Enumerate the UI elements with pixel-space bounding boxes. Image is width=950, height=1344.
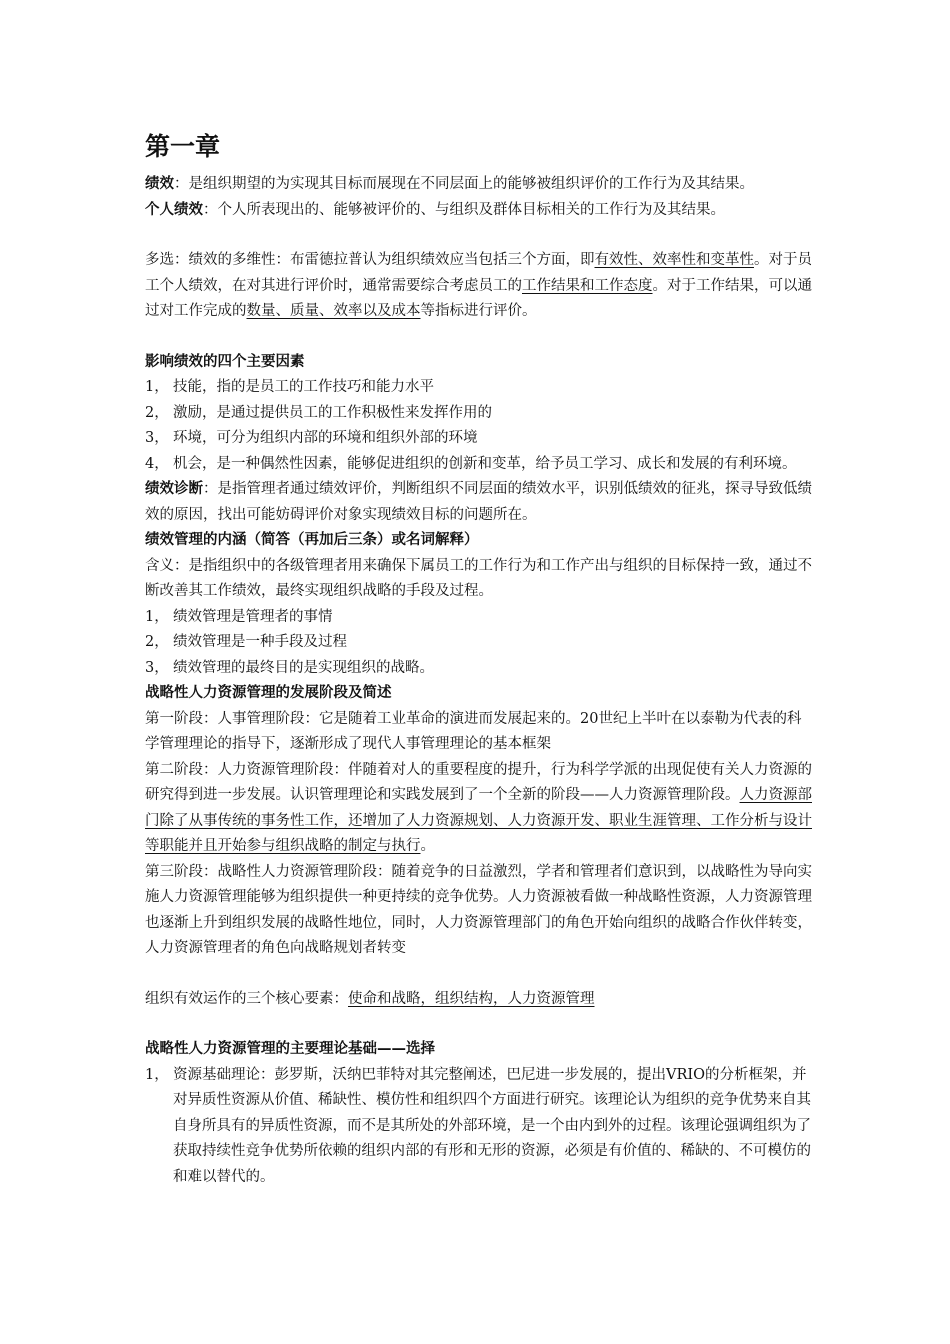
- definition-text: 个人所表现出的、能够被评价的、与组织及群体目标相关的工作行为及其结果。: [217, 201, 725, 218]
- spacer: [145, 325, 813, 350]
- list-number: 2，: [145, 634, 169, 650]
- underlined-key-point: 使命和战略，组织结构，人力资源管理: [348, 990, 595, 1007]
- stage-two: [145, 758, 813, 860]
- list-item: [145, 426, 813, 452]
- term-colon: ：: [203, 201, 218, 218]
- list-text: 绩效管理的最终目的是实现组织的战略。: [173, 659, 434, 676]
- list-text: 资源基础理论：彭罗斯，沃纳巴菲特对其完整阐述，巴尼进一步发展的，提出VRIO的分析框架，并对异质性资源从价值、稀缺性、模仿性和组织四个方面进行研究。该理论认为组织的竞争优势来自其自身所具有的异质性资源，而不是其所处的外部环境，是一个由内到外的过程。该理论强调组织为了获取持续性竞争优势所依赖的组织内部的有形和无形的资源，必须是有价值的、稀缺的、不可模仿的和难以替代的。: [173, 1066, 811, 1185]
- list-item: [145, 452, 813, 478]
- underlined-key-point: 有效性、效率性和变革性: [594, 252, 754, 268]
- definition-performance: [145, 172, 813, 198]
- list-item: [145, 401, 813, 427]
- term-colon: ：: [203, 481, 218, 497]
- spacer: [145, 962, 813, 987]
- list-item: [145, 375, 813, 401]
- list-number: 3，: [145, 430, 169, 446]
- text-run: 。: [420, 838, 435, 854]
- document-page: [145, 130, 813, 1190]
- stages-title: 战略性人力资源管理的发展阶段及简述: [145, 685, 392, 701]
- stage-three: 第三阶段：战略性人力资源管理阶段：随着竞争的日益激烈，学者和管理者们意识到，以战略性为导向实施人力资源管理能够为组织提供一种更持续的竞争优势。人力资源被看做一种战略性资源，人力资源管理也逐渐上升到组织发展的战略性地位，同时，人力资源管理部门的角色开始向组织的战略合作伙伴转变，人力资源管理者的角色向战略规划者转变: [145, 863, 812, 956]
- list-number: 1，: [145, 379, 169, 395]
- term-performance: 绩效: [145, 176, 174, 192]
- underlined-key-point: 人力资源部门除了从事传统的事务性工作，还增加了人力资源规划、人力资源开发、职业生涯管理、工作分析与设计等职能并且开始参与组织战略的制定与执行: [145, 787, 812, 854]
- list-text: 环境，可分为组织内部的环境和组织外部的环境: [173, 430, 478, 446]
- list-text: 技能，指的是员工的工作技巧和能力水平: [173, 379, 434, 395]
- spacer: [145, 1012, 813, 1037]
- list-text: 绩效管理是一种手段及过程: [173, 634, 347, 650]
- underlined-key-point: 数量、质量、效率以及成本: [246, 303, 421, 319]
- text-run: 多选：绩效的多维性：布雷德拉普认为组织绩效应当包括三个方面，即: [145, 252, 595, 268]
- definition-individual-performance: [145, 198, 813, 224]
- factors-title: 影响绩效的四个主要因素: [145, 353, 305, 370]
- list-number: 3，: [145, 659, 169, 676]
- core-elements: [145, 987, 813, 1013]
- term-colon: ：: [174, 176, 189, 192]
- list-number: 2，: [145, 404, 169, 421]
- list-text: 机会，是一种偶然性因素，能够促进组织的创新和变革，给予员工学习、成长和发展的有利环境。: [173, 455, 797, 472]
- theory-title: 战略性人力资源管理的主要理论基础——选择: [145, 1041, 435, 1057]
- definition-text: 是组织期望的为实现其目标而展现在不同层面上的能够被组织评价的工作行为及其结果。: [188, 176, 754, 192]
- list-item: [145, 1063, 813, 1191]
- multi-choice-paragraph: [145, 248, 813, 325]
- list-number: 4，: [145, 455, 169, 472]
- term-individual-performance: 个人绩效: [145, 201, 203, 218]
- list-item: [145, 605, 813, 631]
- definition-diagnosis: [145, 477, 813, 528]
- text-run: 。对于员工个人绩效，在对其进行评价时，通常需要综合考虑员工的: [145, 252, 812, 294]
- list-number: 1，: [145, 608, 169, 625]
- connotation-meaning: 含义：是指组织中的各级管理者用来确保下属员工的工作行为和工作产出与组织的目标保持一致，通过不断改善其工作绩效，最终实现组织战略的手段及过程。: [145, 557, 812, 599]
- text-run: 第二阶段：人力资源管理阶段：伴随着对人的重要程度的提升，行为科学学派的出现促使有关人力资源的研究得到进一步发展。认识管理理论和实践发展到了一个全新的阶段——人力资源管理阶段。: [145, 761, 812, 803]
- stage-one: 第一阶段：人事管理阶段：它是随着工业革命的演进而发展起来的。20世纪上半叶在以泰勒为代表的科学管理理论的指导下，逐渐形成了现代人事管理理论的基本框架: [145, 710, 802, 752]
- connotation-title: 绩效管理的内涵（简答（再加后三条）或名词解释）: [145, 532, 479, 548]
- list-text: 激励，是通过提供员工的工作积极性来发挥作用的: [173, 404, 492, 421]
- list-number: 1，: [145, 1066, 169, 1083]
- text-run: 。对于工作结果，可以通过对工作完成的: [145, 277, 812, 319]
- list-text: 绩效管理是管理者的事情: [173, 608, 333, 625]
- underlined-key-point: 工作结果和工作态度: [522, 277, 653, 294]
- text-run: 等指标进行评价。: [420, 303, 537, 319]
- core-elements-label: 组织有效运作的三个核心要素：: [145, 990, 348, 1007]
- list-item: [145, 656, 813, 682]
- list-item: [145, 630, 813, 656]
- definition-text: 是指管理者通过绩效评价，判断组织不同层面的绩效水平，识别低绩效的征兆，探寻导致低绩效的原因，找出可能妨碍评价对象实现绩效目标的问题所在。: [145, 481, 812, 523]
- spacer: [145, 223, 813, 248]
- term-diagnosis: 绩效诊断: [145, 481, 203, 497]
- chapter-heading: 第一章: [145, 132, 221, 161]
